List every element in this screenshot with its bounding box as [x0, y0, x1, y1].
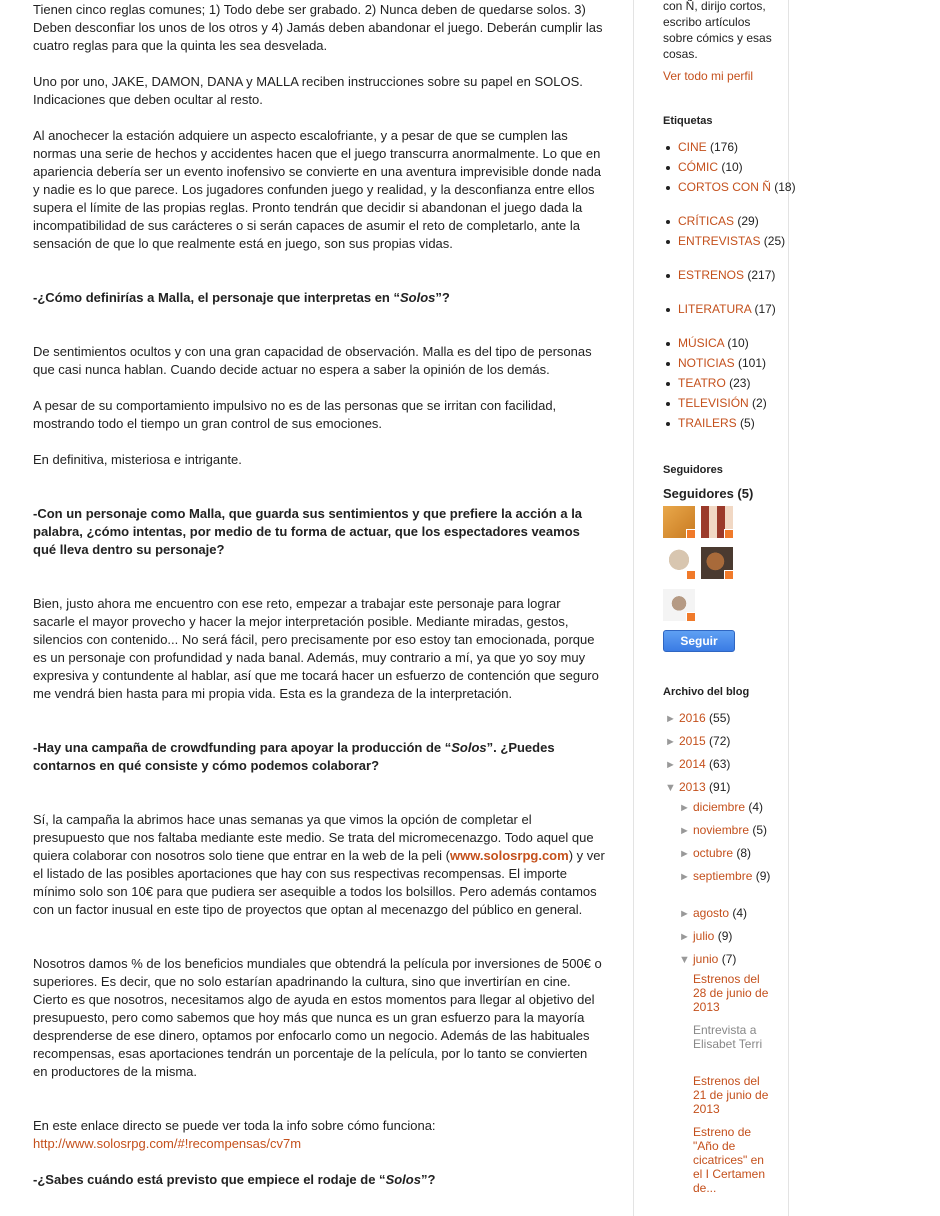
label-count: (176): [706, 140, 739, 154]
archive-link[interactable]: 2016: [679, 711, 706, 725]
sidebar-divider-left: [633, 0, 634, 1216]
blogger-icon: [724, 529, 734, 539]
paragraph: Uno por uno, JAKE, DAMON, DANA y MALLA reciben instrucciones sobre su papel en SOLOS. Indicaciones que deben ocultar al resto.: [33, 74, 583, 107]
archive-link[interactable]: junio: [693, 952, 719, 966]
blogger-icon: [686, 570, 696, 580]
website-link[interactable]: www.solosrpg.com: [449, 848, 569, 863]
archive-title: Archivo del blog: [663, 686, 750, 698]
label-item: [663, 302, 798, 316]
blogger-icon: [724, 570, 734, 580]
archive-year: [665, 779, 730, 796]
follower-avatar[interactable]: [663, 547, 695, 579]
paragraph: Bien, justo ahora me encuentro con ese reto, empezar a trabajar este personaje para lograr sacarle el mayor provecho y hacer la mejor interpretación posible. Mediante miradas, gestos, silencios con contenido... No será fácil, pero precisamente por eso estoy tan emocionada, porque es un personaje con profundidad y nada banal. Además, muy contrario a mí, ya que yo soy muy expresiva y contundente al hablar, así que me tocará hacer un esfuerzo de contención que seguro me vendrá bien hasta para mi propia vida. Esta es la grandeza de la interpretación.: [33, 596, 599, 701]
archive-link[interactable]: julio: [693, 929, 715, 943]
paragraph: En definitiva, misteriosa e intrigante.: [33, 452, 242, 467]
label-item: [663, 416, 798, 430]
archive-year: [665, 733, 730, 750]
label-link[interactable]: CÓMIC: [678, 160, 718, 174]
label-count: (101): [734, 356, 767, 370]
archive-count: (72): [705, 734, 731, 748]
question-heading: -Hay una campaña de crowdfunding para apoyar la producción de “Solos”. ¿Puedes contarnos en qué consiste y cómo podemos colaborar?: [33, 740, 555, 773]
archive-post-link[interactable]: Estrenos del 21 de junio de 2013: [693, 1074, 769, 1116]
paragraph: Nosotros damos % de los beneficios mundiales que obtendrá la película por inversiones de 500€ o superiores. Es decir, que no solo estarían apadrinando la cultura, sino que invertirían en cine. Cierto es que nosotros, necesitamos algo de ayuda en estos momentos para llegar al objetivo del presupuesto, pero como sabemos que hoy más que nunca es un gran esfuerzo para la mayoría desprenderse de ese dinero, optamos por enfocarlo como un negocio. Además de las habituales recompensas, esas aportaciones tendrán un porcentaje de la película, por lo tanto se convierten en productores de la misma.: [33, 956, 602, 1079]
question-heading: -¿Sabes cuándo está previsto que empiece el rodaje de “Solos”?: [33, 1172, 436, 1187]
archive-month: [679, 822, 767, 839]
archive-link[interactable]: diciembre: [693, 800, 746, 814]
label-link[interactable]: TRAILERS: [678, 416, 737, 430]
collapsed-toggle-icon[interactable]: ►: [665, 713, 676, 725]
label-item: [663, 396, 798, 410]
label-count: (23): [725, 376, 751, 390]
paragraph: A pesar de su comportamiento impulsivo no es de las personas que se irritan con facilidad, mostrando todo el tiempo un gran control de sus emociones.: [33, 398, 557, 431]
label-item: [663, 160, 798, 174]
label-link[interactable]: ESTRENOS: [678, 268, 745, 282]
label-link[interactable]: NOTICIAS: [678, 356, 735, 370]
label-count: (25): [760, 234, 786, 248]
archive-link[interactable]: septiembre: [693, 869, 753, 883]
label-count: (5): [736, 416, 755, 430]
archive-link[interactable]: 2013: [679, 780, 706, 794]
archive-count: (7): [718, 952, 737, 966]
blogger-icon: [686, 529, 696, 539]
label-count: (217): [744, 268, 776, 282]
collapsed-toggle-icon[interactable]: ►: [679, 802, 690, 814]
label-link[interactable]: TEATRO: [678, 376, 726, 390]
collapsed-toggle-icon[interactable]: ►: [679, 848, 690, 860]
expanded-toggle-icon[interactable]: ▼: [679, 954, 690, 966]
archive-count: (63): [705, 757, 731, 771]
archive-link[interactable]: noviembre: [693, 823, 750, 837]
paragraph: Sí, la campaña la abrimos hace unas semanas ya que vimos la opción de completar el presupuesto que nos faltaba mediante este medio. Se trata del micromecenazgo. Todo aquel que quiera colaborar con nosotros solo tiene que entrar en la web de la peli (www.solosrpg.com) y ver el listado de las posibles aportaciones que hay con sus respectivas recompensas. El importe mínimo solo son 10€ para que pudiera ser asequible a todos los bolsillos. Pero además contamos con un factor inusual en este tipo de proyectos que optan al mecenazgo del público en general.: [33, 812, 605, 917]
archive-post-link[interactable]: Estreno de "Año de cicatrices" en el I Certamen de...: [693, 1125, 766, 1195]
profile-about: con Ñ, dirijo cortos, escribo artículos sobre cómics y esas cosas.: [663, 0, 772, 61]
label-count: (29): [734, 214, 759, 228]
collapsed-toggle-icon[interactable]: ►: [679, 825, 690, 837]
archive-month: [679, 905, 747, 922]
archive-count: (4): [729, 906, 748, 920]
label-link[interactable]: CRÍTICAS: [678, 214, 735, 228]
label-link[interactable]: CINE: [678, 140, 707, 154]
label-item: [663, 356, 798, 370]
follow-button[interactable]: Seguir: [663, 630, 735, 652]
collapsed-toggle-icon[interactable]: ►: [679, 931, 690, 943]
archive-count: (9): [714, 929, 733, 943]
archive-count: (4): [745, 800, 764, 814]
label-link[interactable]: LITERATURA: [678, 302, 752, 316]
label-item: [663, 214, 798, 228]
archive-count: (5): [749, 823, 768, 837]
view-profile-link[interactable]: Ver todo mi perfil: [663, 69, 754, 83]
archive-count: (9): [752, 869, 771, 883]
label-count: (10): [718, 160, 743, 174]
archive-year: [665, 756, 730, 773]
archive-count: (91): [705, 780, 731, 794]
label-count: (2): [748, 396, 767, 410]
expanded-toggle-icon[interactable]: ▼: [665, 782, 676, 794]
label-link[interactable]: ENTREVISTAS: [678, 234, 761, 248]
archive-post-link[interactable]: Entrevista a Elisabet Terri: [693, 1023, 763, 1051]
archive-month: [679, 799, 763, 816]
archive-link[interactable]: 2015: [679, 734, 706, 748]
question-heading: -¿Cómo definirías a Malla, el personaje que interpretas en “Solos”?: [33, 290, 450, 305]
label-item: [663, 336, 798, 350]
archive-post-link[interactable]: Estrenos del 28 de junio de 2013: [693, 972, 769, 1014]
collapsed-toggle-icon[interactable]: ►: [679, 908, 690, 920]
question-heading: -Con un personaje como Malla, que guarda sus sentimientos y que prefiere la acción a la palabra, ¿cómo intentas, por medio de tu forma de actuar, que los espectadores veamos qué lleva dentro su personaje?: [33, 506, 583, 557]
archive-year: [665, 710, 730, 727]
labels-title: Etiquetas: [663, 115, 713, 127]
follower-avatar[interactable]: [663, 589, 695, 621]
collapsed-toggle-icon[interactable]: ►: [665, 736, 676, 748]
label-item: [663, 268, 798, 282]
label-link[interactable]: MÚSICA: [678, 336, 725, 350]
follower-avatar[interactable]: [701, 547, 733, 579]
paragraph: En este enlace directo se puede ver toda la info sobre cómo funciona: http://www.solosrpg.com/#!recompensas/cv7m: [33, 1118, 436, 1151]
label-item: [663, 180, 798, 194]
follower-avatar[interactable]: [701, 506, 733, 538]
archive-link[interactable]: octubre: [693, 846, 734, 860]
archive-link[interactable]: 2014: [679, 757, 706, 771]
label-link[interactable]: CORTOS CON Ñ: [678, 180, 771, 194]
paragraph: De sentimientos ocultos y con una gran capacidad de observación. Malla es del tipo de personas que casi nunca hablan. Cuando decide actuar no espera a saber la opinión de los demás.: [33, 344, 592, 377]
blogger-icon: [686, 612, 696, 622]
label-item: [663, 376, 798, 390]
label-count: (10): [724, 336, 749, 350]
archive-count: (55): [705, 711, 731, 725]
collapsed-toggle-icon[interactable]: ►: [665, 759, 676, 771]
archive-link[interactable]: agosto: [693, 906, 730, 920]
label-count: (17): [751, 302, 776, 316]
rewards-link[interactable]: http://www.solosrpg.com/#!recompensas/cv7m: [33, 1136, 302, 1151]
collapsed-toggle-icon[interactable]: ►: [679, 871, 690, 883]
paragraph: Tienen cinco reglas comunes; 1) Todo debe ser grabado. 2) Nunca deben de quedarse solos. 3) Deben desconfiar los unos de los otros y 4) Jamás deben abandonar el juego. Deberán cumplir las cuatro reglas para que la quinta les sea desvelada.: [33, 2, 603, 53]
archive-month: [679, 928, 732, 945]
paragraph: Al anochecer la estación adquiere un aspecto escalofriante, y a pesar de que se cumplen las normas una serie de hechos y accidentes hacen que el juego transcurra anormalmente. Lo que en apariencia debería ser un evento inofensivo se convierte en una aventura imprevisible donde nada y nadie es lo que parece. Los jugadores confunden juego y realidad, y la desconfianza entre ellos supera el límite de las propias reglas. Pronto tendrán que decidir si abandonan el juego dada la incompatibilidad de sus carácteres o si serán capaces de asumir el reto de completarlo, ante la sensación de que lo que realmente está en juego, son sus propias vidas.: [33, 128, 602, 251]
label-count: (18): [770, 180, 796, 194]
label-link[interactable]: TELEVISIÓN: [678, 396, 749, 410]
archive-month: [679, 951, 736, 968]
label-item: [663, 140, 798, 154]
archive-month: [679, 845, 751, 862]
archive-month: [679, 868, 779, 885]
followers-count: Seguidores (5): [663, 486, 754, 501]
archive-count: (8): [733, 846, 752, 860]
follower-avatar[interactable]: [663, 506, 695, 538]
label-item: [663, 234, 798, 248]
followers-section-title: Seguidores: [663, 464, 723, 476]
